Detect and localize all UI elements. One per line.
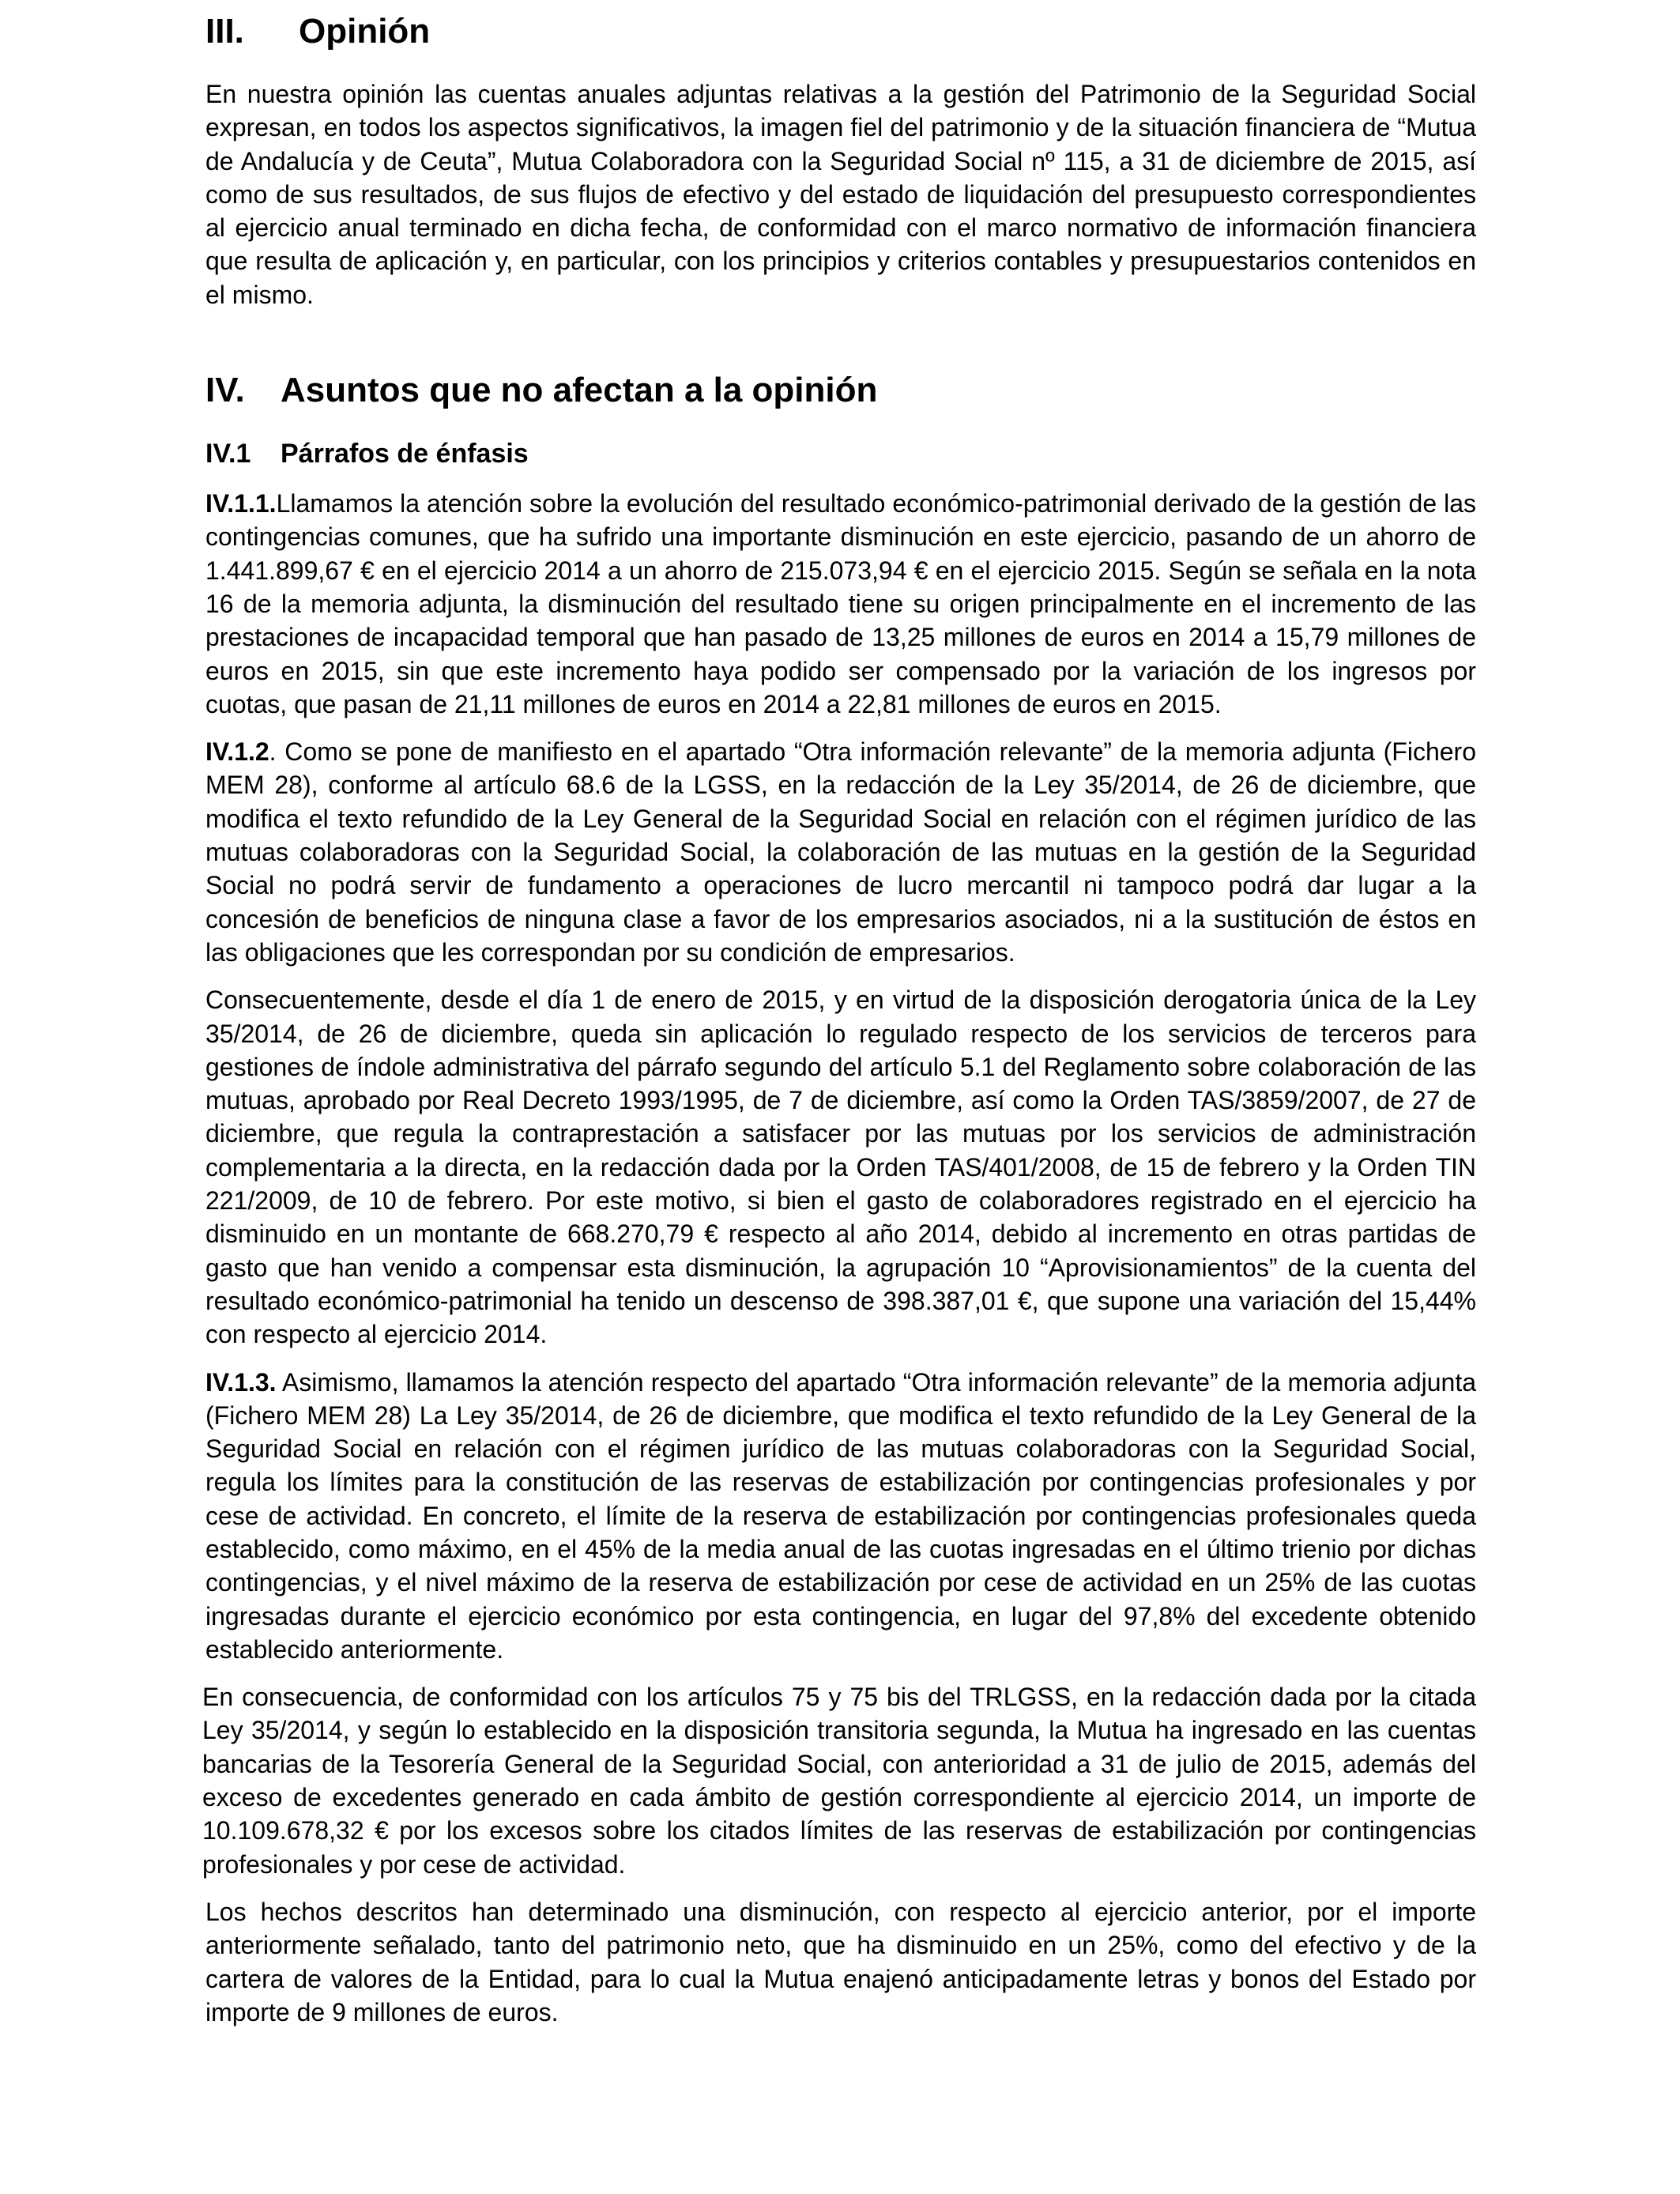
paragraph-iv-1-3 [205,1366,1476,1667]
section-title: Opinión [299,12,431,51]
subsection-title: Párrafos de énfasis [281,439,529,469]
paragraph-iv-1-2 [205,735,1476,969]
subsection-heading-enfasis [205,436,1476,471]
paragraph-text: Llamamos la atención sobre la evolución del resultado económico-patrimonial derivado de la gestión de las contingencias comunes, que ha sufrido una importante disminución en este ejercicio, pasando de un ahorro de 1.441.899,67 € en el ejercicio 2014 a un ahorro de 215.073,94 € en el ejercicio 2015. Según se señala en la nota 16 de la memoria adjunta, la disminución del resultado tiene su origen principalmente en el incremento de las prestaciones de incapacidad temporal que han pasado de 13,25 millones de euros en 2014 a 15,79 millones de euros en 2015, sin que este incremento haya podido ser compensado por la variación de los ingresos por cuotas, que pasan de 21,11 millones de euros en 2014 a 22,81 millones de euros en 2015. [205,489,1476,718]
section-heading-opinion [205,5,1476,58]
paragraph-consecuentemente: Consecuentemente, desde el día 1 de enero de 2015, y en virtud de la disposición derogatoria única de la Ley 35/2014, de 26 de diciembre, queda sin aplicación lo regulado respecto de los servicios de terceros para gestiones de índole administrativa del párrafo segundo del artículo 5.1 del Reglamento sobre colaboración de las mutuas, aprobado por Real Decreto 1993/1995, de 7 de diciembre, así como la Orden TAS/3859/2007, de 27 de diciembre, que regula la contraprestación a satisfacer por las mutuas por los servicios de administración complementaria a la directa, en la redacción dada por la Orden TAS/401/2008, de 15 de febrero y la Orden TIN 221/2009, de 10 de febrero. Por este motivo, si bien el gasto de colaboradores registrado en el ejercicio ha disminuido en un montante de 668.270,79 € respecto al año 2014, debido al incremento en otras partidas de gasto que han venido a compensar esta disminución, la agrupación 10 “Aprovisionamientos” de la cuenta del resultado económico-patrimonial ha tenido un descenso de 398.387,01 €, que supone una variación del 15,44% con respecto al ejercicio 2014. [205,986,1476,1349]
paragraph-en-consecuencia: En consecuencia, de conformidad con los artículos 75 y 75 bis del TRLGSS, en la redacción dada por la citada Ley 35/2014, y según lo establecido en la disposición transitoria segunda, la Mutua ha ingresado en las cuentas bancarias de la Tesorería General de la Seguridad Social, con anterioridad a 31 de julio de 2015, además del exceso de excedentes generado en cada ámbito de gestión correspondiente al ejercicio 2014, un importe de 10.109.678,32 € por los excesos sobre los citados límites de las reservas de estabilización por contingencias profesionales y por cese de actividad. [202,1683,1476,1879]
subsection-number: IV.1 [205,439,251,469]
section-number: III. [205,12,244,51]
paragraph-number: IV.1.3. [205,1367,277,1397]
paragraph-hechos-descritos: Los hechos descritos han determinado una disminución, con respecto al ejercicio anterior, por el importe anteriormente señalado, tanto del patrimonio neto, que ha disminuido en un 25%, como del efectivo y de la cartera de valores de la Entidad, para lo cual la Mutua enajenó anticipadamente letras y bonos del Estado por importe de 9 millones de euros. [205,1897,1476,2026]
paragraph-number: IV.1.1. [205,489,277,518]
opinion-paragraph: En nuestra opinión las cuentas anuales adjuntas relativas a la gestión del Patrimonio de la Seguridad Social expresan, en todos los aspectos significativos, la imagen fiel del patrimonio y de la situación financiera de “Mutua de Andalucía y de Ceuta”, Mutua Colaboradora con la Seguridad Social nº 115, a 31 de diciembre de 2015, así como de sus resultados, de sus flujos de efectivo y del estado de liquidación del presupuesto correspondientes al ejercicio anual terminado en dicha fecha, de conformidad con el marco normativo de información financiera que resulta de aplicación y, en particular, con los principios y criterios contables y presupuestarios contenidos en el mismo. [205,80,1476,309]
paragraph-text: Asimismo, llamamos la atención respecto del apartado “Otra información relevante” de la memoria adjunta (Fichero MEM 28) La Ley 35/2014, de 26 de diciembre, que modifica el texto refundido de la Ley General de la Seguridad Social en relación con el régimen jurídico de las mutuas colaboradoras con la Seguridad Social, regula los límites para la constitución de las reservas de estabilización por contingencias profesionales y por cese de actividad. En concreto, el límite de la reserva de estabilización por contingencias profesionales queda establecido, como máximo, en el 45% de la media anual de las cuotas ingresadas en el último trienio por dichas contingencias, y el nivel máximo de la reserva de estabilización por cese de actividad en un 25% de las cuotas ingresadas durante el ejercicio económico por esta contingencia, en lugar del 97,8% del excedente obtenido establecido anteriormente. [205,1367,1476,1664]
section-number: IV. [205,371,245,410]
paragraph-number: IV.1.2 [205,737,269,767]
section-heading-asuntos [205,364,1476,417]
section-title: Asuntos que no afectan a la opinión [281,371,878,410]
paragraph-iv-1-1 [205,487,1476,721]
document-page [202,5,1476,2029]
paragraph-text: . Como se pone de manifiesto en el apartado “Otra información relevante” de la memoria adjunta (Fichero MEM 28), conforme al artículo 68.6 de la LGSS, en la redacción de la Ley 35/2014, de 26 de diciembre, que modifica el texto refundido de la Ley General de la Seguridad Social en relación con el régimen jurídico de las mutuas colaboradoras con la Seguridad Social, la colaboración de las mutuas en la gestión de la Seguridad Social no podrá servir de fundamento a operaciones de lucro mercantil ni tampoco podrá dar lugar a la concesión de beneficios de ninguna clase a favor de los empresarios asociados, ni a la sustitución de éstos en las obligaciones que les correspondan por su condición de empresarios. [205,737,1476,967]
